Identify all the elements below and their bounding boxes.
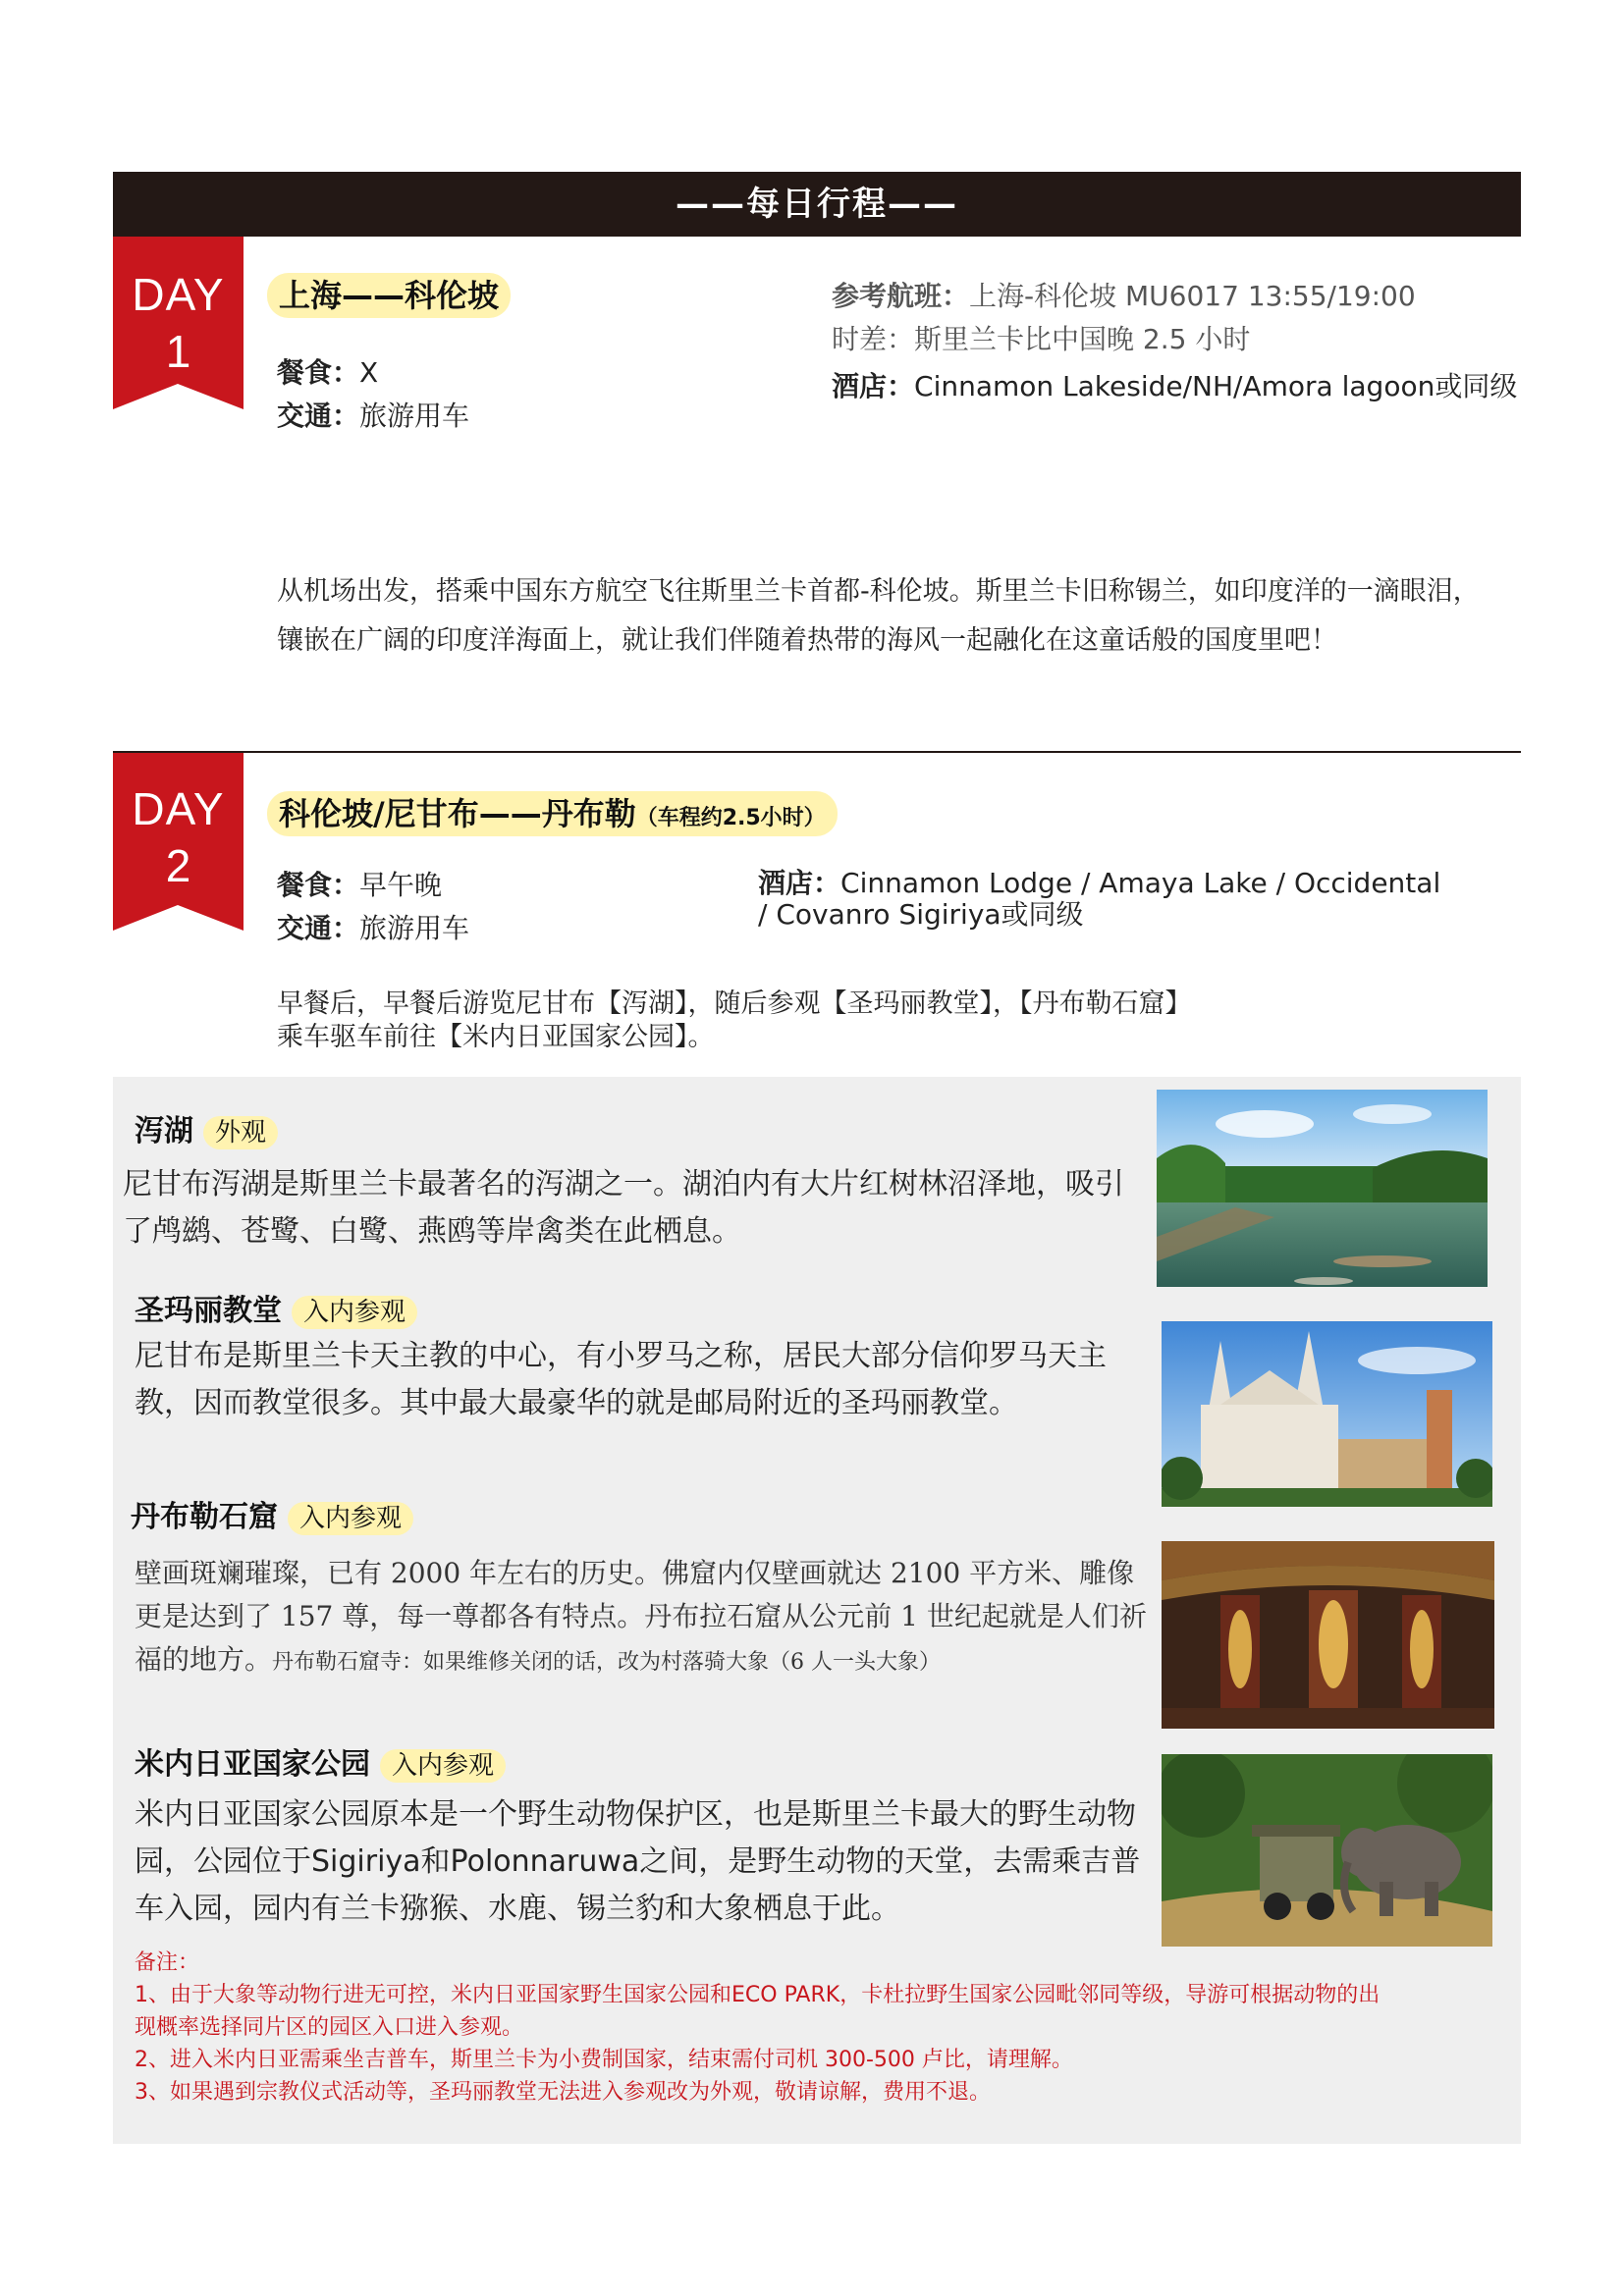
sight-church-text: 尼甘布是斯里兰卡天主教的中心，有小罗马之称，居民大部分信仰罗马天主教，因而教堂很多。其中最大最豪华的就是邮局附近的圣玛丽教堂。 [135,1339,1107,1420]
day2-itinerary [277,988,1192,1054]
sight-park-text: 米内日亚国家公园原本是一个野生动物保护区，也是斯里兰卡最大的野生动物园，公园位于Sigiriya和Polonnaruwa之间，是野生动物的天堂，去需乘吉普车入园，园内有兰卡猕猴、水鹿、锡兰豹和大象栖息于此。 [135,1797,1141,1926]
day-divider [113,751,1521,753]
day2-title-note: （车程约2.5小时） [635,806,826,830]
flight-label: 参考航班： [832,280,970,312]
day1-transport [277,395,469,438]
day1-timediff: 时差：斯里兰卡比中国晚 2.5 小时 [832,323,1251,355]
note-line: 1、由于大象等动物行进无可控，米内日亚国家野生国家公园和ECO PARK，卡杜拉野生国家公园毗邻同等级，导游可根据动物的出 [135,1983,1380,2007]
sight-church-heading [135,1286,417,1329]
sight-tag: 入内参观 [380,1749,506,1783]
hotel-value-line1: Cinnamon Lodge / Amaya Lake / Occidental [840,867,1441,899]
transport-label: 交通： [277,912,360,944]
sight-cave-note: 丹布勒石窟寺：如果维修关闭的话，改为村落骑大象（6 人一头大象） [272,1650,942,1675]
hotel-label: 酒店： [758,867,841,899]
sight-name: 圣玛丽教堂 [135,1294,282,1328]
sight-tag: 外观 [203,1116,278,1149]
sight-name: 米内日亚国家公园 [135,1747,370,1782]
day2-transport [277,907,469,950]
day2-meals [277,864,469,907]
hotel-value: Cinnamon Lakeside/NH/Amora lagoon或同级 [914,370,1518,402]
cave-temple-photo [1162,1541,1494,1729]
itinerary-line1: 早餐后，早餐后游览尼甘布【泻湖】，随后参观【圣玛丽教堂】，【丹布勒石窟】 [277,988,1192,1019]
day2-hotel [758,868,1440,931]
lagoon-photo [1157,1090,1488,1287]
transport-value: 旅游用车 [359,400,470,432]
notes-block [135,1947,1509,2109]
note-line: 3、如果遇到宗教仪式活动等，圣玛丽教堂无法进入参观改为外观，敬请谅解，费用不退。 [135,2080,992,2105]
sight-name: 泻湖 [135,1114,193,1148]
day2-ribbon-word: DAY [132,783,225,834]
church-photo [1162,1321,1492,1507]
sight-cave-heading [131,1492,413,1535]
meals-label: 餐食： [277,356,360,389]
sight-park-heading [135,1739,506,1783]
sight-cave-main-text: 壁画斑斓璀璨，已有 2000 年左右的历史。佛窟内仅壁画就达 2100 平方米、雕像更是达到了 157 尊，每一尊都各有特点。丹布拉石窟从公元前 1 世纪起就是人们祈福的地方。 [135,1557,1147,1676]
day1-flight [832,275,1517,318]
day2-ribbon [113,753,244,931]
day1-ribbon [113,237,244,409]
sight-lagoon-text: 尼甘布泻湖是斯里兰卡最著名的泻湖之一。湖泊内有大片红树林沼泽地，吸引了鸬鹚、苍鹭、白鹭、燕鸥等岸禽类在此栖息。 [123,1167,1124,1249]
transport-value: 旅游用车 [359,912,470,944]
note-line: 2、进入米内日亚需乘坐吉普车，斯里兰卡为小费制国家，结束需付司机 300-500 卢比，请理解。 [135,2048,1073,2072]
sight-lagoon-heading [135,1106,278,1149]
itinerary-header: ——每日行程—— [113,172,1521,237]
sight-cave-text [135,1552,1151,1684]
elephant-jeep-photo [1162,1754,1492,1947]
day1-title: 上海——科伦坡 [267,273,511,318]
day2-title [267,791,838,836]
sight-tag: 入内参观 [288,1502,413,1535]
sight-tag: 入内参观 [292,1296,417,1329]
notes-title: 备注： [135,1950,200,1975]
note-line: 现概率选择同片区的园区入口进入参观。 [135,2015,524,2040]
hotel-label: 酒店： [832,370,915,402]
meals-label: 餐食： [277,869,360,901]
hotel-value-line2: / Covanro Sigiriya或同级 [758,898,1084,931]
day1-ribbon-number: 1 [165,326,191,377]
meals-value: 早午晚 [359,869,443,901]
day1-meals [277,351,469,395]
transport-label: 交通： [277,400,360,432]
day2-ribbon-number: 2 [165,840,191,891]
day1-ribbon-word: DAY [132,269,225,320]
itinerary-line2: 乘车驱车前往【米内日亚国家公园】。 [277,1022,715,1052]
flight-value: 上海-科伦坡 MU6017 13:55/19:00 [969,280,1416,312]
day1-hotel [832,365,1517,408]
day1-description: 从机场出发，搭乘中国东方航空飞往斯里兰卡首都-科伦坡。斯里兰卡旧称锡兰，如印度洋的一滴眼泪，镶嵌在广阔的印度洋海面上，就让我们伴随着热带的海风一起融化在这童话般的国度里吧！ [277,576,1480,656]
day2-title-text: 科伦坡/尼甘布——丹布勒 [279,795,636,832]
sight-name: 丹布勒石窟 [131,1500,278,1534]
meals-value: X [359,356,379,389]
